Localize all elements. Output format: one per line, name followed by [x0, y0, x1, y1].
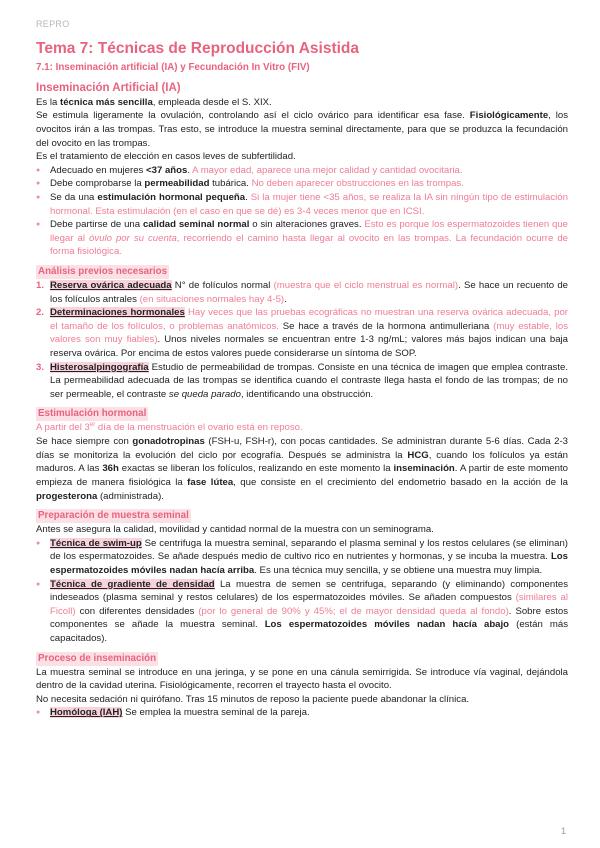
- analisis-list: [36, 279, 568, 401]
- estimulacion-note: A partir del 3er día de la menstruación el ovario está en reposo.: [36, 422, 303, 434]
- preparacion-heading: Preparación de muestra seminal: [38, 510, 189, 522]
- list-item: ● Se da una estimulación hormonal pequeña. Si la mujer tiene <35 años, se realiza la IA sin ningún tipo de estimulación hormonal. Esta estimulación (en el caso en que se dé) es 3-4 veces menor que en ICSI.: [36, 191, 568, 218]
- analisis-heading: Análisis previos necesarios: [38, 266, 168, 278]
- estimulacion-heading: Estimulación hormonal: [38, 408, 147, 420]
- estimulacion-body: Se hace siempre con gonadotropinas (FSH-u, FSH-r), con pocas cantidades. Se administran durante 5-6 días. Cada 2-3 días se monitoriza la evolución del ciclo por ecografía. Después se administra la HCG, cuando los folículos ya están maduros. A las 36h exactas se liberan los folículos, realizando en este momento la inseminación. A partir de este momento empieza de manera fisiológica la fase lútea, que consiste en el crecimiento del endometrio basado en la acción de la progesterona (administrada).: [36, 436, 569, 502]
- proceso-heading: Proceso de inseminación: [38, 652, 157, 664]
- list-item: ● Adecuado en mujeres <37 años. A mayor edad, aparece una mejor calidad y cantidad ovocitaria.: [36, 164, 568, 178]
- ia-p2: Se estimula ligeramente la ovulación, controlando así el ciclo ovárico para identificar esa fase. Fisiológicamente, los ovocitos irán a las trompas. Tras esto, se introduce la muestra seminal directamente, para que se produzca la fecundación del ovocito en las trompas.: [36, 110, 568, 149]
- ia-heading: Inseminación Artificial (IA): [36, 81, 181, 94]
- proceso-list: [36, 706, 568, 720]
- list-item: ● Técnica de gradiente de densidad La muestra de semen se centrifuga, separando (y eliminando) componentes indeseados (plasma seminal y restos celulares) de los espermatozoides móviles. Se añaden compuestos (similares al Ficoll) con diferentes densidades (por lo general de 90% y 45%; el de mayor densidad queda al fondo). Sobre estos componentes se añade la muestra seminal. Los espermatozoides móviles nadan hacía abajo (están más capacitados).: [36, 578, 568, 646]
- ia-p1: Es la técnica más sencilla, empleada desde el S. XIX.: [36, 96, 272, 108]
- list-item: ● Debe comprobarse la permeabilidad tubárica. No deben aparecer obstrucciones en las trompas.: [36, 177, 568, 191]
- page-number: 1: [560, 826, 566, 837]
- list-item: 3. Histerosalpingografía Estudio de permeabilidad de trompas. Consiste en una técnica de imagen que emplea contraste. La permeabilidad adecuada de las trompas se identifica cuando el contraste llega hasta el fondo de las trompas; de no ser permeable, el contraste se queda parado, identificando una obstrucción.: [36, 361, 568, 400]
- list-item: 1. Reserva ovárica adecuada N° de folículos normal (muestra que el ciclo menstrual es normal). Se hace un recuento de los folículos antrales (en situaciones normales hay 4-5).: [36, 279, 568, 305]
- list-item: ● Técnica de swim-up Se centrifuga la muestra seminal, separando el plasma seminal y los restos celulares (se eliminan) de los espermatozoides. Se añade después medio de cultivo rico en nutrientes y hormonas, y se incuba la muestra. Los espermatozoides móviles nadan hacía arriba. Es una técnica muy sencilla, y se obtiene una muestra muy limpia.: [36, 537, 568, 578]
- ia-p3: Es el tratamiento de elección en casos leves de subfertilidad.: [36, 151, 296, 163]
- list-item: 2. Determinaciones hormonales Hay veces que las pruebas ecográficas no muestran una reserva ovárica adecuada, por el tamaño de los folículos, o problemas anatómicos. Se hace a través de la hormona antimulleriana (muy estable, los valores son muy fiables). Unos niveles normales se encuentran entre 1-3 ng/mL; valores más bajos indican una baja reserva ovárica. Por encima de estos valores puede considerarse un síntoma de SOP.: [36, 307, 569, 360]
- list-item: ● Debe partirse de una calidad seminal normal o sin alteraciones graves. Esto es porque los espermatozoides tienen que llegar al óvulo por su cuenta, recorriendo el camino hasta llegar al ovocito en las trompas. La fecundación ocurre de forma fisiológica.: [36, 218, 568, 259]
- document-page: [36, 18, 568, 720]
- preparacion-list: [36, 537, 568, 646]
- ia-bullets: [36, 164, 568, 259]
- proceso-p2: No necesita sedación ni quirófano. Tras 15 minutos de reposo la paciente puede abandonar la clínica.: [36, 693, 470, 705]
- list-item: ● Homóloga (IAH) Se emplea la muestra seminal de la pareja.: [36, 706, 568, 720]
- page-title: Tema 7: Técnicas de Reproducción Asistida: [36, 39, 360, 57]
- proceso-p1: La muestra seminal se introduce en una jeringa, y se pone en una cánula semirrigida. Se introduce vía vaginal, dejándola dentro de la cavidad uterina. Fisiológicamente, recorren el trayecto hasta el ovocito.: [36, 666, 568, 692]
- preparacion-intro: Antes se asegura la calidad, movilidad y cantidad normal de la muestra con un seminograma.: [36, 524, 434, 536]
- running-header: REPRO: [36, 19, 70, 29]
- page-subtitle: 7.1: Inseminación artificial (IA) y Fecundación In Vitro (FIV): [36, 61, 310, 73]
